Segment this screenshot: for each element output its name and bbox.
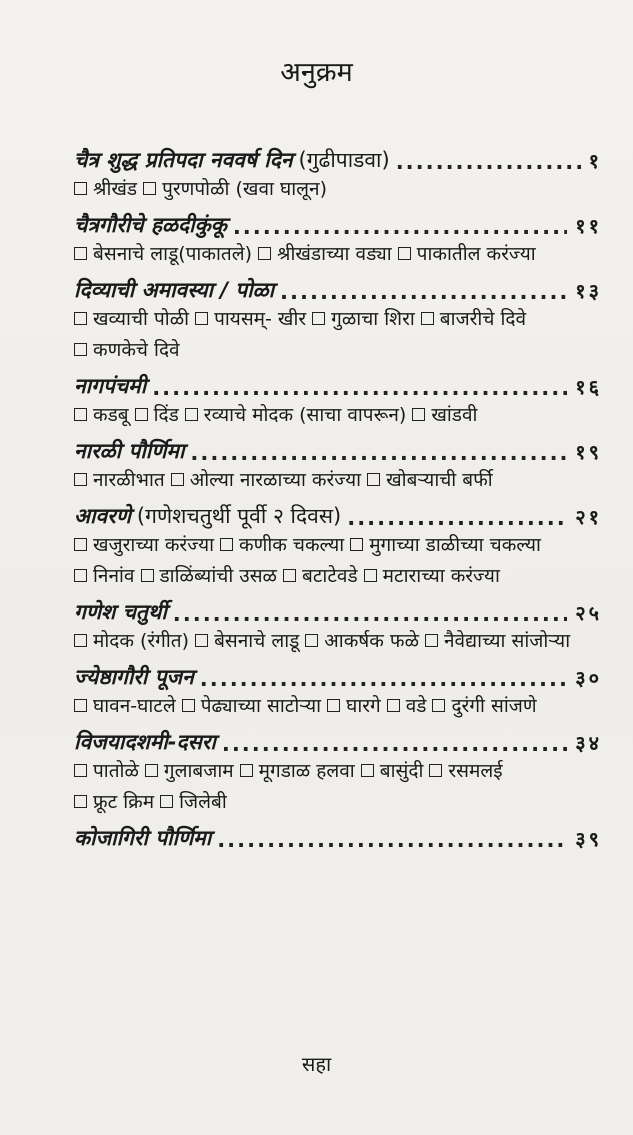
checkbox-square-icon bbox=[361, 764, 374, 777]
recipe-line bbox=[74, 691, 602, 722]
checkbox-square-icon bbox=[74, 343, 87, 356]
recipe-list bbox=[74, 304, 602, 366]
checkbox-square-icon bbox=[305, 634, 318, 647]
toc-entry bbox=[74, 140, 602, 174]
checkbox-square-icon bbox=[398, 247, 411, 260]
recipe-name: गुलाबजाम bbox=[163, 760, 234, 782]
recipe-name: खव्याची पोळी bbox=[93, 308, 190, 330]
recipe-line bbox=[74, 304, 602, 335]
recipe-name: दुरंगी सांजणे bbox=[451, 695, 537, 717]
recipe-item bbox=[258, 243, 392, 265]
section-title: नागपंचमी bbox=[74, 374, 147, 398]
recipe-line bbox=[74, 335, 602, 366]
checkbox-square-icon bbox=[283, 569, 296, 582]
recipe-name: मोदक (रंगीत) bbox=[93, 630, 190, 652]
checkbox-square-icon bbox=[74, 312, 87, 325]
toc-entry bbox=[74, 722, 602, 756]
recipe-name: कडबू bbox=[93, 404, 129, 426]
checkbox-square-icon bbox=[387, 699, 400, 712]
recipe-item bbox=[74, 630, 189, 652]
recipe-item bbox=[195, 630, 299, 652]
recipe-item bbox=[429, 760, 502, 782]
recipe-name: पातोळे bbox=[93, 760, 139, 782]
recipe-name: वडे bbox=[405, 695, 427, 717]
checkbox-square-icon bbox=[185, 408, 198, 421]
recipe-line bbox=[74, 400, 602, 431]
dot-leader bbox=[190, 441, 567, 465]
checkbox-square-icon bbox=[182, 699, 195, 712]
page-number: सहा bbox=[301, 1052, 332, 1076]
checkbox-square-icon bbox=[171, 473, 184, 486]
checkbox-square-icon bbox=[350, 538, 363, 551]
section-page-number: १३ bbox=[575, 279, 602, 303]
dot-leader bbox=[347, 506, 567, 530]
dot-leader bbox=[217, 828, 567, 852]
recipe-item bbox=[185, 404, 407, 426]
toc-section bbox=[74, 592, 602, 657]
checkbox-square-icon bbox=[145, 764, 158, 777]
recipe-name: कणकेचे दिवे bbox=[93, 339, 180, 361]
toc-entry bbox=[74, 270, 602, 304]
recipe-name: बेसनाचे लाडू bbox=[214, 630, 300, 652]
recipe-name: मुगाच्या डाळीच्या चकल्या bbox=[369, 534, 541, 556]
recipe-name: बेसनाचे लाडू(पाकातले) bbox=[93, 243, 252, 265]
toc-entry bbox=[74, 592, 602, 626]
recipe-name: खांडवी bbox=[431, 404, 478, 426]
checkbox-square-icon bbox=[367, 473, 380, 486]
section-page-number: १ bbox=[588, 149, 602, 173]
recipe-item bbox=[74, 308, 189, 330]
recipe-item bbox=[182, 695, 321, 717]
recipe-list bbox=[74, 691, 602, 722]
checkbox-square-icon bbox=[141, 569, 154, 582]
dot-leader bbox=[200, 667, 567, 691]
section-page-number: ११ bbox=[575, 214, 602, 238]
recipe-item bbox=[74, 534, 214, 556]
checkbox-square-icon bbox=[195, 634, 208, 647]
checkbox-square-icon bbox=[429, 764, 442, 777]
recipe-item bbox=[74, 339, 180, 361]
dot-leader bbox=[396, 150, 581, 174]
recipe-item bbox=[195, 308, 306, 330]
recipe-name: डाळिंब्यांची उसळ bbox=[159, 565, 277, 587]
section-page-number: ३० bbox=[575, 666, 602, 690]
dot-leader bbox=[152, 376, 567, 400]
recipe-item bbox=[398, 243, 536, 265]
checkbox-square-icon bbox=[240, 764, 253, 777]
recipe-item bbox=[240, 760, 355, 782]
recipe-name: पाकातील करंज्या bbox=[416, 243, 536, 265]
toc-entry bbox=[74, 431, 602, 465]
checkbox-square-icon bbox=[74, 538, 87, 551]
recipe-name: जिलेबी bbox=[179, 791, 227, 813]
checkbox-square-icon bbox=[195, 312, 208, 325]
recipe-name: मूगडाळ हलवा bbox=[258, 760, 355, 782]
recipe-list bbox=[74, 626, 602, 657]
recipe-name: श्रीखंड bbox=[93, 178, 138, 200]
recipe-item bbox=[74, 178, 137, 200]
recipe-name: पायसम्- खीर bbox=[214, 308, 307, 330]
recipe-name: पुरणपोळी (खवा घालून) bbox=[162, 178, 327, 200]
checkbox-square-icon bbox=[74, 699, 87, 712]
recipe-item bbox=[74, 243, 252, 265]
table-of-contents bbox=[74, 140, 602, 852]
recipe-list bbox=[74, 465, 602, 496]
checkbox-square-icon bbox=[74, 473, 87, 486]
recipe-item bbox=[74, 695, 176, 717]
recipe-name: कणीक चकल्या bbox=[239, 534, 345, 556]
toc-entry bbox=[74, 366, 602, 400]
section-title: चैत्रगौरीचे हळदीकुंकू bbox=[74, 213, 227, 237]
checkbox-square-icon bbox=[74, 764, 87, 777]
recipe-line bbox=[74, 239, 602, 270]
section-page-number: २५ bbox=[575, 601, 602, 625]
recipe-item bbox=[220, 534, 344, 556]
checkbox-square-icon bbox=[412, 408, 425, 421]
section-page-number: २१ bbox=[575, 505, 602, 529]
recipe-name: घारगे bbox=[346, 695, 381, 717]
recipe-item bbox=[135, 404, 179, 426]
toc-section bbox=[74, 818, 602, 852]
recipe-item bbox=[327, 695, 381, 717]
recipe-item bbox=[143, 178, 327, 200]
recipe-name: खोबऱ्याची बर्फी bbox=[386, 469, 493, 491]
checkbox-square-icon bbox=[74, 634, 87, 647]
toc-section bbox=[74, 366, 602, 431]
checkbox-square-icon bbox=[425, 634, 438, 647]
recipe-line bbox=[74, 465, 602, 496]
recipe-item bbox=[412, 404, 477, 426]
toc-entry bbox=[74, 818, 602, 852]
dot-leader bbox=[173, 602, 567, 626]
checkbox-square-icon bbox=[74, 247, 87, 260]
recipe-name: रसमलई bbox=[448, 760, 503, 782]
recipe-item bbox=[350, 534, 541, 556]
recipe-item bbox=[74, 404, 129, 426]
toc-section bbox=[74, 140, 602, 205]
recipe-name: बासुंदी bbox=[379, 760, 424, 782]
recipe-name: घावन-घाटले bbox=[93, 695, 176, 717]
recipe-item bbox=[421, 308, 526, 330]
recipe-name: दिंड bbox=[153, 404, 179, 426]
checkbox-square-icon bbox=[421, 312, 434, 325]
dot-leader bbox=[233, 215, 567, 239]
toc-section bbox=[74, 205, 602, 270]
recipe-name: निनांव bbox=[93, 565, 135, 587]
dot-leader bbox=[280, 280, 567, 304]
recipe-line bbox=[74, 530, 602, 561]
recipe-name: पेढ्याच्या साटोऱ्या bbox=[200, 695, 322, 717]
toc-section bbox=[74, 270, 602, 366]
section-title: दिव्याची अमावस्या / पोळा bbox=[74, 278, 275, 302]
recipe-item bbox=[367, 469, 493, 491]
recipe-item bbox=[160, 791, 227, 813]
checkbox-square-icon bbox=[364, 569, 377, 582]
recipe-name: रव्याचे मोदक (साचा वापरून) bbox=[203, 404, 407, 426]
section-title: नारळी पौर्णिमा bbox=[74, 439, 185, 463]
recipe-list bbox=[74, 530, 602, 592]
section-page-number: १९ bbox=[575, 440, 602, 464]
recipe-name: बटाटेवडे bbox=[301, 565, 358, 587]
recipe-item bbox=[305, 630, 419, 652]
section-title: गणेश चतुर्थी bbox=[74, 600, 167, 624]
recipe-list bbox=[74, 400, 602, 431]
recipe-item bbox=[74, 469, 165, 491]
recipe-list bbox=[74, 239, 602, 270]
recipe-line bbox=[74, 626, 602, 657]
recipe-list bbox=[74, 756, 602, 818]
recipe-line bbox=[74, 787, 602, 818]
toc-entry bbox=[74, 496, 602, 530]
recipe-item bbox=[74, 565, 135, 587]
recipe-name: गुळाचा शिरा bbox=[331, 308, 415, 330]
page-title: अनुक्रम bbox=[280, 57, 353, 88]
recipe-item bbox=[171, 469, 361, 491]
recipe-item bbox=[145, 760, 234, 782]
checkbox-square-icon bbox=[143, 182, 156, 195]
recipe-item bbox=[387, 695, 427, 717]
recipe-item bbox=[283, 565, 358, 587]
section-title: कोजागिरी पौर्णिमा bbox=[74, 826, 212, 850]
recipe-line bbox=[74, 561, 602, 592]
recipe-name: श्रीखंडाच्या वड्या bbox=[277, 243, 392, 265]
checkbox-square-icon bbox=[160, 795, 173, 808]
section-title: आवरणे bbox=[74, 504, 131, 528]
recipe-item bbox=[425, 630, 570, 652]
recipe-name: नैवेद्याच्या सांजोऱ्या bbox=[444, 630, 571, 652]
recipe-item bbox=[141, 565, 277, 587]
recipe-name: बाजरीचे दिवे bbox=[439, 308, 527, 330]
recipe-item bbox=[364, 565, 500, 587]
recipe-item bbox=[361, 760, 424, 782]
toc-entry bbox=[74, 205, 602, 239]
checkbox-square-icon bbox=[135, 408, 148, 421]
dot-leader bbox=[222, 732, 567, 756]
recipe-name: खजुराच्या करंज्या bbox=[93, 534, 215, 556]
section-page-number: ३९ bbox=[575, 827, 602, 851]
recipe-item bbox=[312, 308, 415, 330]
checkbox-square-icon bbox=[258, 247, 271, 260]
recipe-item bbox=[74, 760, 139, 782]
toc-section bbox=[74, 496, 602, 592]
checkbox-square-icon bbox=[312, 312, 325, 325]
checkbox-square-icon bbox=[220, 538, 233, 551]
checkbox-square-icon bbox=[74, 795, 87, 808]
toc-section bbox=[74, 722, 602, 818]
recipe-name: मटाराच्या करंज्या bbox=[382, 565, 500, 587]
recipe-item bbox=[74, 791, 154, 813]
checkbox-square-icon bbox=[74, 408, 87, 421]
recipe-name: फ्रूट क्रिम bbox=[93, 791, 155, 813]
section-title: ज्येष्ठागौरी पूजन bbox=[74, 665, 194, 689]
recipe-name: नारळीभात bbox=[93, 469, 165, 491]
toc-entry bbox=[74, 657, 602, 691]
section-subtitle: (गणेशचतुर्थी पूर्वी २ दिवस) bbox=[136, 504, 342, 528]
section-title: विजयादशमी-दसरा bbox=[74, 730, 216, 754]
recipe-name: ओल्या नारळाच्या करंज्या bbox=[189, 469, 362, 491]
recipe-line bbox=[74, 174, 602, 205]
toc-section bbox=[74, 657, 602, 722]
checkbox-square-icon bbox=[327, 699, 340, 712]
section-subtitle: (गुढीपाडवा) bbox=[298, 148, 390, 172]
section-page-number: ३४ bbox=[575, 731, 602, 755]
checkbox-square-icon bbox=[432, 699, 445, 712]
section-title: चैत्र शुद्ध प्रतिपदा नववर्ष दिन bbox=[74, 148, 293, 172]
recipe-list bbox=[74, 174, 602, 205]
checkbox-square-icon bbox=[74, 569, 87, 582]
section-page-number: १६ bbox=[575, 375, 602, 399]
checkbox-square-icon bbox=[74, 182, 87, 195]
recipe-item bbox=[432, 695, 536, 717]
recipe-line bbox=[74, 756, 602, 787]
recipe-name: आकर्षक फळे bbox=[324, 630, 420, 652]
toc-section bbox=[74, 431, 602, 496]
